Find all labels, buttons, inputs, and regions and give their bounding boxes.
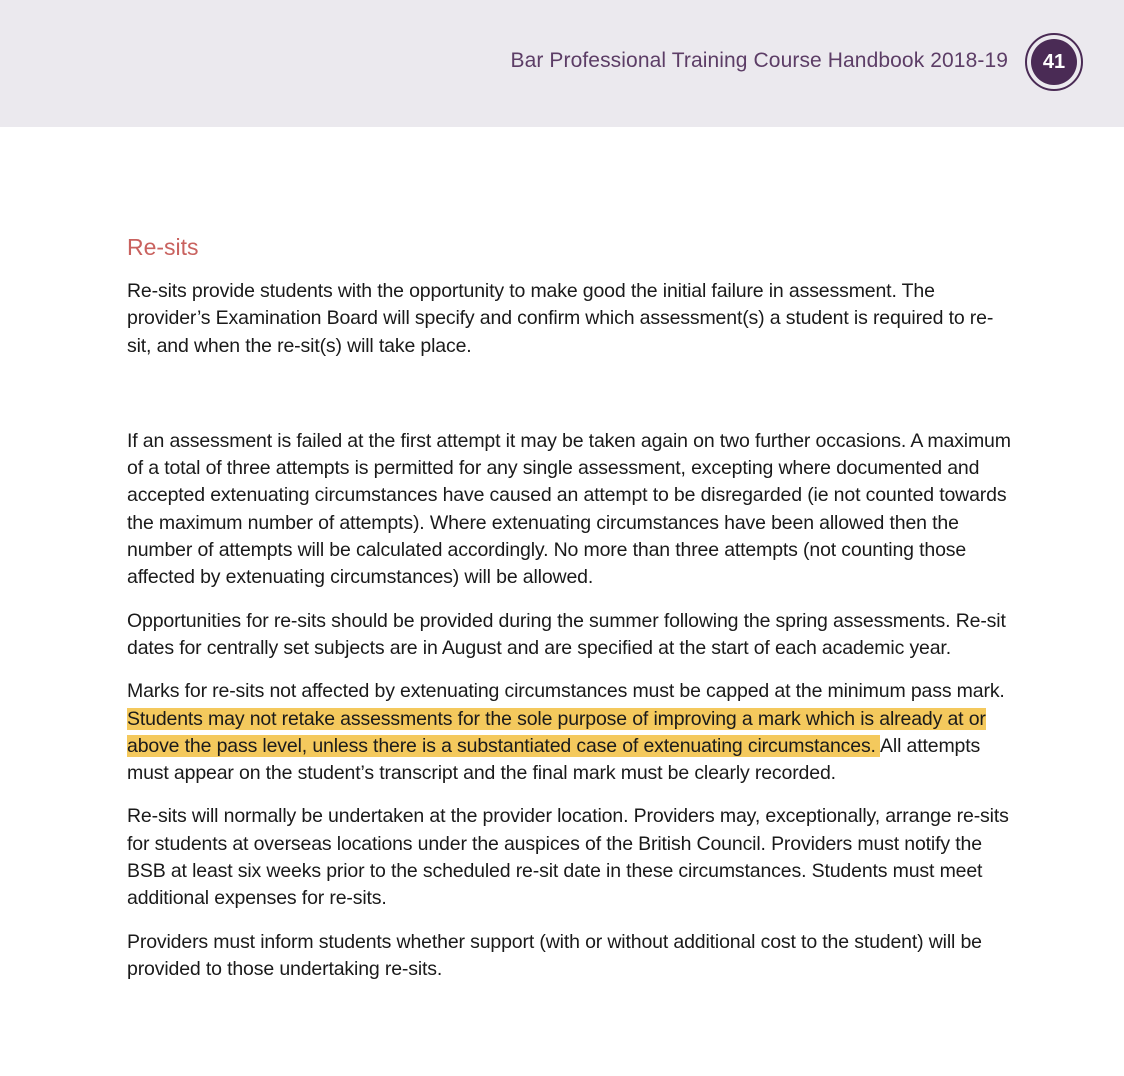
page-header (0, 0, 1124, 127)
marks-text-before: Marks for re-sits not affected by extenuating circumstances must be capped at the minimum pass mark. (127, 680, 1005, 703)
paragraph-support: Providers must inform students whether support (with or without additional cost to the student) will be provided to those undertaking re-sits. (127, 930, 982, 980)
marks-text-after: All attempts must appear on the student’s transcript and the final mark must be clearly recorded. (127, 734, 981, 785)
highlighted-text: Students may not retake assessments for the sole purpose of improving a mark which is already at or above the pass level, unless there is a substantiated case of extenuating circumstances. (127, 707, 986, 757)
section-title: Re-sits (127, 234, 199, 260)
paragraph-marks (127, 678, 1012, 787)
paragraph-intro: Re-sits provide students with the opportunity to make good the initial failure in assessment. The provider’s Examination Board will specify and confirm which assessment(s) a student is required to re-sit, and when the re-sit(s) will take place. (127, 280, 994, 357)
paragraph-opportunities: Opportunities for re-sits should be provided during the summer following the spring assessments. Re-sit dates for centrally set subjects are in August and are specified at the start of each academic year. (127, 609, 1006, 659)
page-content (127, 232, 1012, 983)
paragraph-attempts: If an assessment is failed at the first attempt it may be taken again on two further occasions. A maximum of a total of three attempts is permitted for any single assessment, excepting where documented and accepted extenuating circumstances have caused an attempt to be disregarded (ie not counted towards the maximum number of attempts). Where extenuating circumstances have been allowed then the number of attempts will be calculated accordingly. No more than three attempts (not counting those affected by extenuating circumstances) will be allowed. (127, 429, 1011, 589)
page-number-badge (1025, 33, 1083, 91)
page-number: 41 (1031, 39, 1077, 85)
paragraph-location: Re-sits will normally be undertaken at the provider location. Providers may, exceptionally, arrange re-sits for students at overseas locations under the auspices of the British Council. Providers must notify the BSB at least six weeks prior to the scheduled re-sit date in these circumstances. Students must meet additional expenses for re-sits. (127, 805, 1009, 910)
handbook-title: Bar Professional Training Course Handbook 2018-19 (510, 49, 1008, 72)
